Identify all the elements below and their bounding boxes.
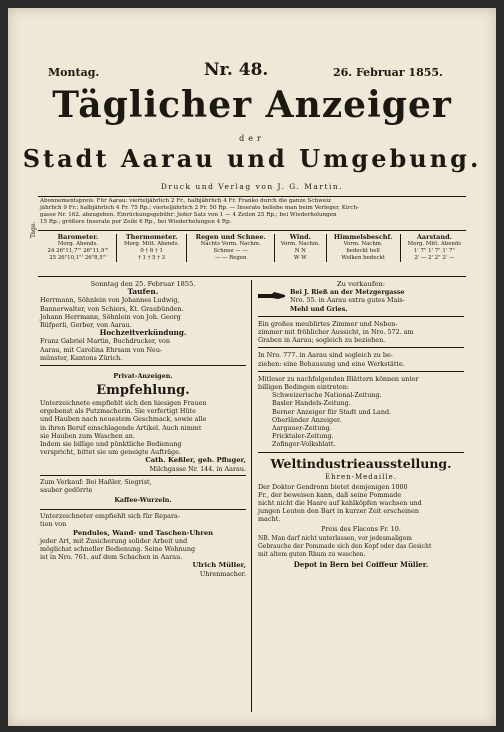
hochzeit-line: Franz Gabriel Martin, Buchdrucker, von — [40, 337, 170, 346]
pommade-line: Fr., der beweisen kann, daß seine Pommade — [258, 490, 402, 499]
taufen-line: Rüfperli, Gerber, von Aarau. — [40, 321, 132, 330]
blatt-item: Schweizerische National-Zeitung. — [272, 391, 382, 400]
hochzeit-line: münster, Kantons Zürich. — [40, 353, 123, 362]
hochzeit-line: Aarau, mit Carolina Ehrsam von Neu- — [40, 345, 163, 354]
preis-line: Preis des Flacons Fr. 10. — [321, 524, 401, 533]
verkauf-line: sauber gedörrte — [40, 486, 93, 495]
weather-cell: N N — [275, 248, 326, 255]
section-rule — [40, 475, 246, 476]
zimmer-line: Graben in Aarau; sogleich zu beziehen. — [258, 336, 386, 345]
section-rule — [40, 365, 246, 366]
weather-top-rule — [38, 230, 466, 231]
subscription-line: Abonnementspreis. Für Aarau: vierteljährlich 2 Fr., halbjährlich 4 Fr. Franko durch die ganze Schweiz — [40, 198, 331, 204]
weather-barometer: 26"11,7"' 26"11,9"' — [56, 248, 109, 254]
printer-line: Druck und Verlag von J. G. Martin. — [160, 182, 344, 191]
section-rule — [258, 316, 464, 317]
weather-subheader-row — [40, 241, 468, 248]
weather-bottom-rule — [38, 276, 466, 277]
empfehlung-address: Milchgasse Nr. 144. in Aarau. — [149, 464, 246, 473]
privat-heading: Privat-Anzeigen. — [113, 372, 173, 381]
subscription-line: gasse Nr. 162. abzugeben. Einrückungsgebühr: Jeder Satz von 1 — 4 Zeilen 25 Rp.; bei Wiederholungen — [40, 212, 337, 218]
weather-cell: bedeckt hell — [326, 248, 400, 255]
weather-day: 25 — [49, 255, 57, 261]
blatt-item: Aargauer-Zeitung. — [272, 424, 332, 433]
weather-header: Regen und Schnee. — [187, 234, 275, 241]
uhren-line: Pendules, Wand- und Taschen-Uhren — [72, 528, 214, 537]
subscription-block — [40, 198, 359, 226]
empfehlung-line: ergebenst als Putzmacherin. Sie verfertigt Hüte — [40, 407, 196, 416]
mais-line: Nro. 55. in Aarau extra gutes Mais- — [290, 296, 405, 305]
uhren-signature: Ulrich Müller, — [192, 561, 246, 570]
pommade-line: nicht nicht die Haare auf kahlköpfen wachsen und — [258, 499, 422, 508]
weather-cell: Wolken bedeckt — [326, 255, 400, 262]
ehren-medaille: Ehren-Medaille. — [324, 472, 398, 481]
mais-ad — [258, 288, 464, 313]
weather-cell: Schnee — — — [187, 248, 275, 255]
blatt-item: Basler Handels-Zeitung. — [272, 399, 351, 408]
weather-header: Himmelsbeschf. — [326, 234, 400, 241]
blatt-item: Berner Anzeiger für Stadt und Land. — [272, 407, 392, 416]
weather-cell: W W — [275, 255, 326, 262]
weather-cell: 1' 7" 1' 7" 1' 7" — [400, 248, 468, 255]
uhren-line: Unterzeichneter empfiehlt sich für Repara- — [40, 512, 181, 521]
taufen-line: Herrmann, Söhnlein von Johannes Ludwig, — [40, 296, 180, 305]
weather-side-label: Tage. — [30, 221, 37, 238]
left-column — [40, 280, 246, 578]
section-rule — [258, 452, 464, 453]
uhren-line: tion von — [40, 520, 67, 529]
pointing-hand-icon — [258, 290, 286, 302]
mais-line: Mehl und Gries. — [290, 304, 348, 313]
issue-date: 26. Februar 1855. — [333, 66, 443, 79]
day-label: Montag. — [48, 66, 100, 79]
newspaper-page — [8, 8, 496, 726]
nb-line: Gebrauche der Pommade sich den Kopf oder das Gesicht — [258, 542, 432, 550]
blatt-item: Zofinger-Volksblatt. — [272, 440, 336, 449]
zimmer-line: Ein großes meublirtes Zimmer und Neben- — [258, 319, 398, 328]
weather-header: Aarstand. — [400, 234, 468, 241]
weather-subheader: Vorm. Nachm. — [275, 241, 326, 248]
nro777-line: ziehen: eine Behausung und eine Werkstätte. — [258, 359, 405, 368]
header-rule — [38, 196, 466, 197]
weather-subheader: Morg. Abends. — [57, 241, 99, 247]
hochzeit-heading: Hochzeitverkündung. — [99, 328, 187, 338]
depot-line: Depot in Bern bei Coiffeur Müller. — [293, 560, 429, 570]
nro777-line: In Nro. 777. in Aarau sind sogleich zu be- — [258, 351, 393, 360]
weather-cell: 2' — 2' 2" 2' — — [400, 255, 468, 262]
taufen-line: Johann Herrmann, Söhnlein von Joh. Georg — [40, 312, 181, 321]
section-rule — [258, 347, 464, 348]
zu-verkaufen-heading: Zu verkaufen: — [336, 280, 386, 288]
empfehlung-line: verspricht, bittet sie um geneigte Aufträge. — [40, 448, 181, 457]
weather-row — [40, 255, 468, 262]
weather-header-row — [40, 234, 468, 241]
weather-table — [40, 234, 468, 262]
subscription-line: 15 Rp.; größere Inserate per Zeile 6 Rp., bei Wiederholungen 4 Rp. — [40, 219, 232, 225]
blatt-item: Oberländer Anzeiger. — [272, 415, 342, 424]
weather-subheader: Vorm. Nachm. — [326, 241, 400, 248]
weather-row — [40, 248, 468, 255]
uhren-title: Uhrenmacher. — [199, 569, 246, 578]
weather-header: Wind. — [275, 234, 326, 241]
blatt-item: Fricktaler-Zeitung. — [272, 432, 334, 441]
section-rule — [258, 371, 464, 372]
uhren-line: jeder Art, mit Zusicherung solider Arbeit und — [40, 536, 188, 545]
weather-cell: † 1 † 5 † 3 — [116, 255, 186, 262]
empfehlung-line: Indem sie billige und pünktliche Bedienung — [40, 440, 182, 449]
mais-line: Bei J. Rieß an der Metzgergasse — [290, 288, 405, 297]
weather-barometer: 26"10,1"' 26"8,5"' — [57, 255, 107, 261]
masthead-der: der — [239, 134, 265, 143]
blaetter-intro: Mitleser zu nachfolgenden Blättern können unter — [258, 374, 419, 383]
weather-cell — [40, 255, 116, 262]
empfehlung-line: sie Hauben zum Waschen an. — [40, 431, 135, 440]
pommade-line: Der Doktor Gendronn bietet demjenigen 1000 — [258, 482, 408, 491]
verkauf-line: Zum Verkauf: Bei Haßler, Siegrist, — [40, 477, 152, 486]
column-divider — [251, 280, 252, 712]
weather-cell: 0 † 6 † 1 — [116, 248, 186, 255]
uhren-line: ist in Nro. 761. auf dem Schachen in Aarau. — [40, 553, 183, 562]
weather-subheader: Morg. Mitt. Abends — [400, 241, 468, 248]
masthead-title: Täglicher Anzeiger — [52, 84, 452, 126]
weather-subheader: Morg. Mitt. Abends. — [116, 241, 186, 248]
empfehlung-line: und Hauben nach neuestem Geschmack, sowie alle — [40, 415, 207, 424]
pommade-line: jungen Leuten den Bart in kurzer Zeit erscheinen — [258, 507, 420, 516]
weather-cell — [40, 248, 116, 255]
taufen-line: Bannerwalter, von Schiers, Kt. Graubünden. — [40, 304, 184, 313]
subscription-line: jährlich 9 Fr.; halbjährlich 4 Fr. 75 Rp.; vierteljährlich 2 Fr. 50 Rp. — Inserate beliebe man beim Verleger, Kirch- — [40, 205, 359, 211]
pommade-line: macht. — [258, 515, 281, 524]
nb-line: mit altem guten Rhum zu waschen. — [258, 551, 366, 559]
right-column — [258, 280, 464, 571]
weather-day: 24 — [47, 248, 55, 254]
blaetter-intro: billigen Bedingen eintreten: — [258, 383, 350, 392]
nb-line: NB. Man darf nicht unterlassen, vor jedesmaligem — [258, 534, 412, 542]
empfehlung-line: in ihren Beruf einschlagende Artikel. Auch nimmt — [40, 423, 202, 432]
issue-number: Nr. 48. — [204, 60, 269, 80]
weather-subheader: Nachts Vorm. Nachm. — [187, 241, 275, 248]
section-rule — [40, 509, 246, 510]
kaffee-heading: Kaffee-Wurzeln. — [114, 496, 172, 505]
weather-header: Barometer. — [57, 233, 99, 241]
sunday-line: Sonntag den 25. Februar 1855. — [90, 280, 196, 288]
masthead-subtitle: Stadt Aarau und Umgebung. — [22, 144, 482, 173]
zimmer-line: zimmer mit fröhlicher Aussicht, in Nro. 572. am — [258, 328, 414, 337]
weltind-heading: Weltindustrieausstellung. — [270, 455, 452, 471]
empfehlung-line: Unterzeichnete empfiehlt sich den hiesigen Frauen — [40, 399, 207, 408]
weather-cell: — — Regen — [187, 255, 275, 262]
taufen-heading: Taufen. — [127, 287, 159, 297]
weather-header: Thermometer. — [116, 234, 186, 241]
empfehlung-signature: Cath. Keßler, geb. Pfluger, — [145, 456, 246, 465]
empfehlung-heading: Empfehlung. — [96, 383, 190, 399]
uhren-line: möglichst schneller Bedienung. Seine Wohnung — [40, 545, 196, 554]
